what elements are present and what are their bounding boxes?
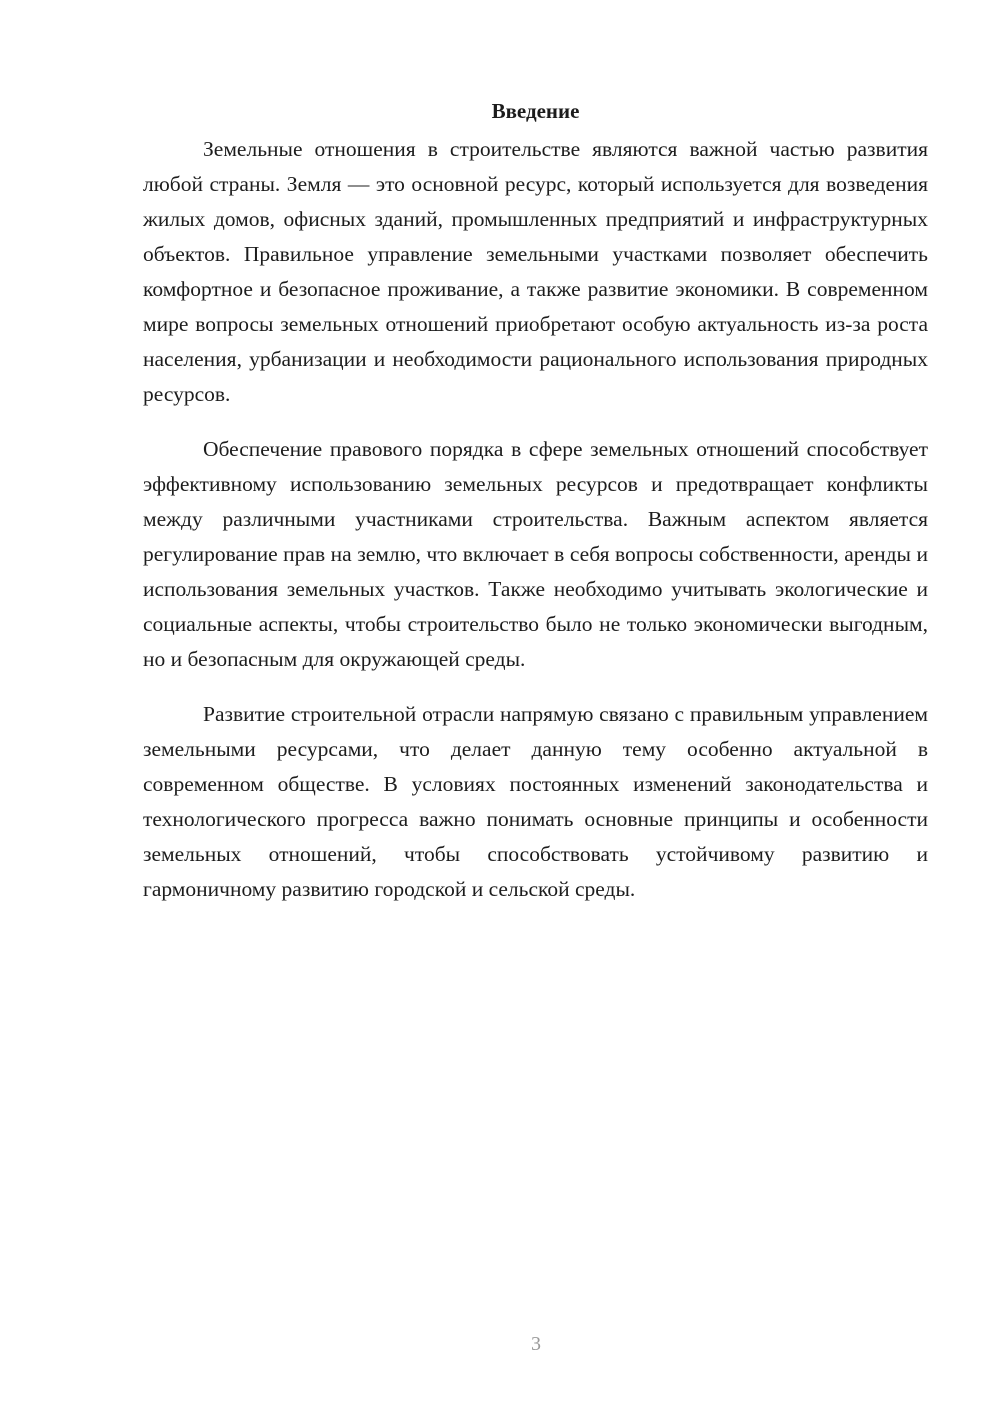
paragraph-2: Обеспечение правового порядка в сфере земельных отношений способствует эффективному использованию земельных ресурсов и предотвращает конфликты между различными участниками строительства. Важным аспектом является регулирование прав на землю, что включает в себя вопросы собственности, аренды и использования земельных участков. Также необходимо учитывать экологические и социальные аспекты, чтобы строительство было не только экономически выгодным, но и безопасным для окружающей среды. — [143, 437, 928, 671]
page-content — [143, 96, 928, 927]
page-number: 3 — [531, 1333, 541, 1355]
section-title: Введение — [491, 99, 580, 123]
paragraph-3: Развитие строительной отрасли напрямую связано с правильным управлением земельными ресурсами, что делает данную тему особенно актуальной в современном обществе. В условиях постоянных изменений законодательства и технологического прогресса важно понимать основные принципы и особенности земельных отношений, чтобы способствовать устойчивому развитию и гармоничному развитию городской и сельской среды. — [143, 702, 928, 901]
paragraph-1: Земельные отношения в строительстве являются важной частью развития любой страны. Земля — это основной ресурс, который используется для возведения жилых домов, офисных зданий, промышленных предприятий и инфраструктурных объектов. Правильное управление земельными участками позволяет обеспечить комфортное и безопасное проживание, а также развитие экономики. В современном мире вопросы земельных отношений приобретают особую актуальность из-за роста населения, урбанизации и необходимости рационального использования природных ресурсов. — [143, 137, 928, 406]
